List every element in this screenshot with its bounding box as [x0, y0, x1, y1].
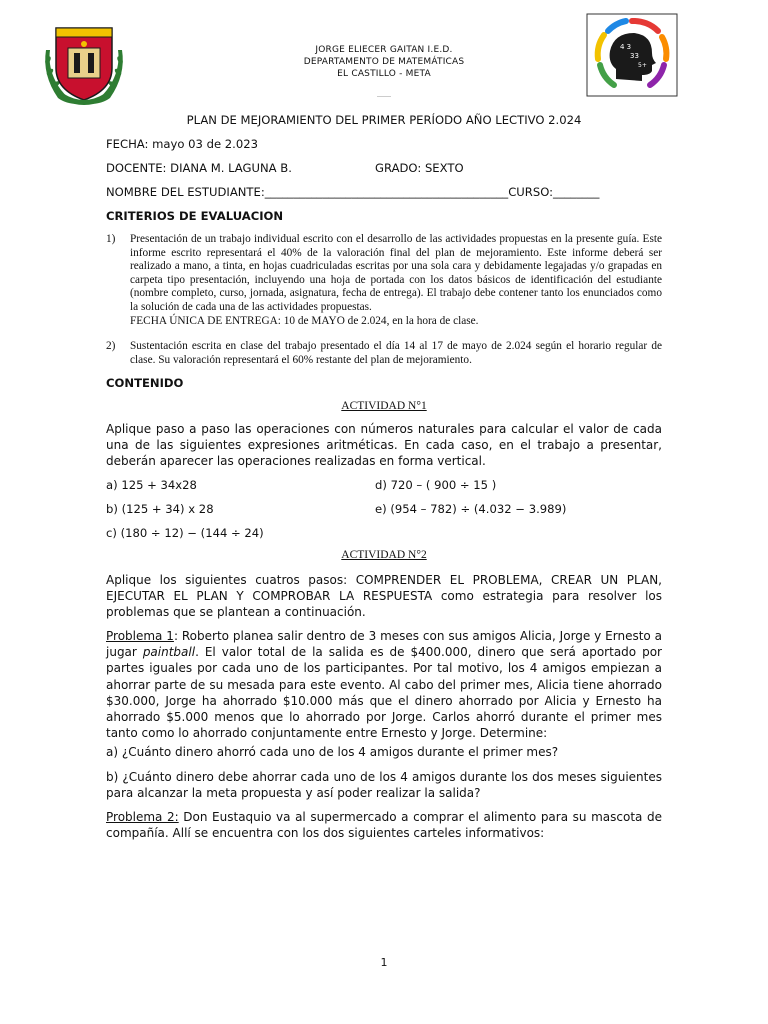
- problema-1-question-a: a) ¿Cuánto dinero ahorró cada uno de los 4 amigos durante el primer mes?: [106, 745, 559, 759]
- problema-2: [106, 809, 662, 841]
- criterio-number: 2): [106, 340, 116, 352]
- expression-b: b) (125 + 34) x 28: [106, 502, 214, 516]
- expression-d: d) 720 – ( 900 ÷ 15 ): [375, 478, 497, 492]
- department-name: DEPARTAMENTO DE MATEMÁTICAS: [303, 57, 465, 67]
- problema-2-text: Don Eustaquio va al supermercado a comprar el alimento para su mascota de compañía. Allí se encuentra con los dos siguientes carteles informativos:: [106, 810, 662, 841]
- grado-field: GRADO: SEXTO: [375, 161, 464, 175]
- problema-1: [106, 628, 662, 741]
- fecha-field: FECHA: mayo 03 de 2.023: [106, 137, 258, 151]
- actividad-2-intro: Aplique los siguientes cuatros pasos: COMPRENDER EL PROBLEMA, CREAR UN PLAN, EJECUTAR EL PLAN Y COMPROBAR LA RESPUESTA como estrategia para resolver los problemas que se plantean a continuación.: [106, 573, 662, 620]
- page-number: 1: [380, 956, 388, 969]
- criterios-title: CRITERIOS DE EVALUACION: [106, 209, 284, 223]
- problema-1-text: : Roberto planea salir dentro de 3 meses con sus amigos Alicia, Jorge y Ernesto a jugar: [106, 629, 662, 660]
- criterio-text: Sustentación escrita en clase del trabajo presentado el día 14 al 17 de mayo de 2.024 según el horario regular de clase. Su valoración representará el 60% restante del plan de mejoramiento.: [130, 340, 662, 366]
- expression-e: e) (954 – 782) ÷ (4.032 − 3.989): [375, 502, 567, 516]
- document-title: PLAN DE MEJORAMIENTO DEL PRIMER PERÍODO AÑO LECTIVO 2.024: [186, 113, 582, 127]
- svg-text:5+: 5+: [638, 62, 647, 69]
- svg-text:33: 33: [630, 52, 639, 60]
- expression-c: c) (180 ÷ 12) − (144 ÷ 24): [106, 526, 264, 540]
- actividad-2-title: ACTIVIDAD N°2: [341, 549, 427, 561]
- criterio-number: 1): [106, 233, 116, 245]
- criterio-1: [106, 233, 662, 328]
- criterio-2: [106, 340, 662, 367]
- problema-2-label: Problema 2:: [106, 810, 179, 824]
- criterio-text: Presentación de un trabajo individual escrito con el desarrollo de las actividades propuestas en la presente guía. Este informe escrito representará el 40% de la valoración final del plan de mejoramiento. Este informe deberá ser realizado a mano, a tinta, en hojas cuadriculadas escritas por una sola cara y debidamente legajadas y/o grapadas en carpeta tipo presentación, incluyendo una hoja de portada con los datos básicos de identificación del estudiante (nombre completo, curso, jornada, asignatura, fecha de entrega). El trabajo debe contener tanto los enunciados como la solución de cada una de las actividades propuestas.: [130, 233, 662, 313]
- contenido-title: CONTENIDO: [106, 376, 184, 390]
- actividad-1-title: ACTIVIDAD N°1: [341, 400, 427, 412]
- expression-a: a) 125 + 34x28: [106, 478, 197, 492]
- problema-1-text-cont: . El valor total de la salida es de $400.000, dinero que será aportado por partes iguales por cada uno de los participantes. Por tal motivo, los 4 amigos empiezan a ahorrar parte de su mesada para este evento. Al cabo del primer mes, Alicia tiene ahorrado $30.000, Jorge ha ahorrado $10.000 más que el dinero ahorrado por Alicia y Ernesto ha ahorrado $5.000 menos que lo ahorrado por Jorge. Carlos ahorró durante el primer mes tanto como lo ahorrado conjuntamente entre Ernesto y Jorge. Determine:: [106, 645, 662, 741]
- actividad-1-intro: Aplique paso a paso las operaciones con números naturales para calcular el valor de cada una de las siguientes expresiones aritméticas. En cada caso, en el trabajo a presentar, deberán aparecer las operaciones realizadas en forma vertical.: [106, 422, 662, 469]
- student-name-field: NOMBRE DEL ESTUDIANTE:__________________________________________CURSO:________: [106, 185, 600, 199]
- fecha-entrega: FECHA ÚNICA DE ENTREGA: 10 de MAYO de 2.024, en la hora de clase.: [130, 314, 479, 327]
- problema-1-italic: paintball: [142, 645, 196, 660]
- school-name: JORGE ELIECER GAITAN I.E.D.: [315, 45, 453, 55]
- school-location: EL CASTILLO - META: [337, 69, 431, 79]
- problema-1-label: Problema 1: [106, 629, 174, 643]
- header-divider: [377, 96, 391, 97]
- svg-text:4 3: 4 3: [620, 43, 632, 51]
- problema-1-question-b: b) ¿Cuánto dinero debe ahorrar cada uno de los 4 amigos durante los dos meses siguientes para alcanzar la meta propuesta y así poder realizar la salida?: [106, 770, 662, 801]
- docente-field: DOCENTE: DIANA M. LAGUNA B.: [106, 161, 292, 175]
